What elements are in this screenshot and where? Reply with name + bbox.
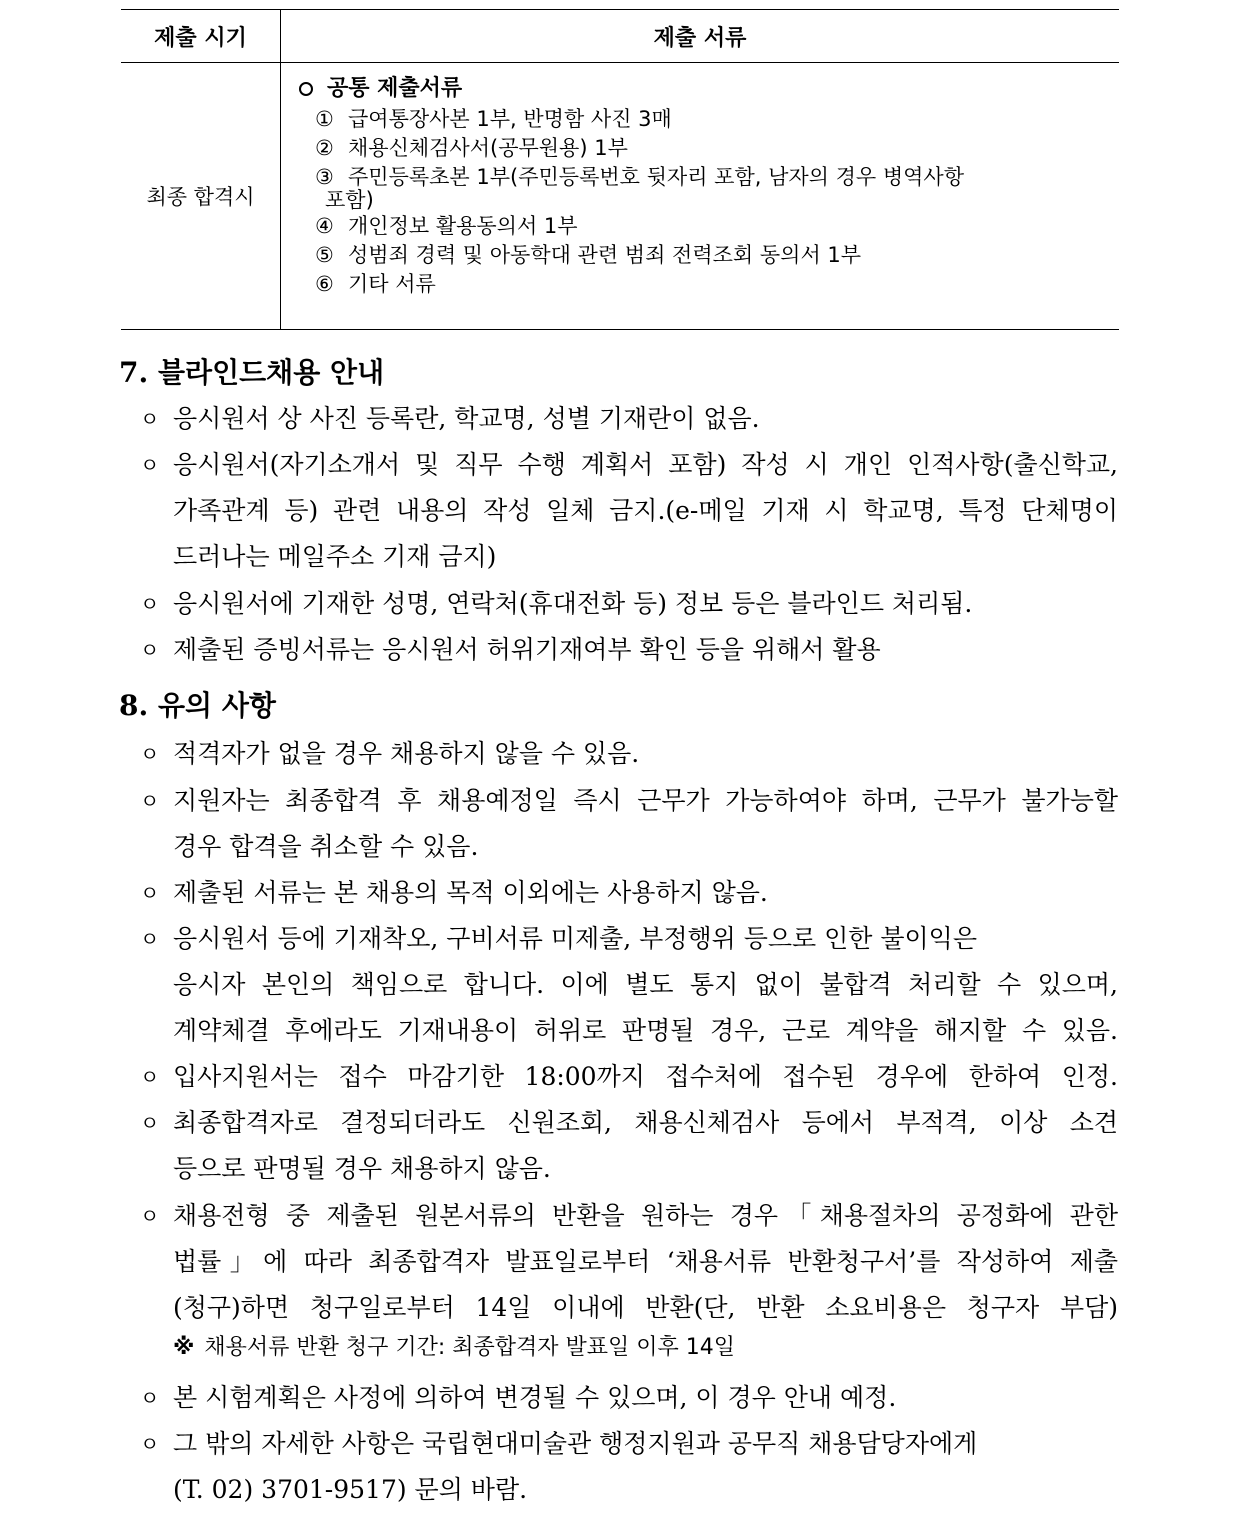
list-item-line: 등으로 판명될 경우 채용하지 않음. — [173, 1154, 551, 1183]
list-item-line: 그 밖의 자세한 사항은 국립현대미술관 행정지원과 공무직 채용담당자에게 — [173, 1429, 978, 1458]
bullet-icon: ㅇ — [140, 1111, 160, 1135]
document-item — [297, 105, 1119, 134]
bullet-icon: ㅇ — [140, 742, 160, 766]
list-item-line: 응시원서(자기소개서 및 직무 수행 계획서 포함) 작성 시 개인 인적사항(출신학교, — [173, 450, 1118, 479]
list-item-line: 응시원서 등에 기재착오, 구비서류 미제출, 부정행위 등으로 인한 불이익은 — [173, 924, 977, 953]
bullet-icon: ㅇ — [140, 1386, 160, 1410]
document-item — [297, 270, 1119, 299]
bullet-icon: ㅇ — [140, 453, 160, 477]
list-item-line: 제출된 서류는 본 채용의 목적 이외에는 사용하지 않음. — [173, 878, 768, 907]
list-item-line: 최종합격자로 결정되더라도 신원조회, 채용신체검사 등에서 부적격, 이상 소견 — [173, 1108, 1118, 1137]
bullet-icon: ㅇ — [140, 638, 160, 662]
note-line — [173, 1333, 735, 1363]
bullet-icon: ㅇ — [140, 1204, 160, 1228]
list-item-line: (청구)하면 청구일로부터 14일 이내에 반환(단, 반환 소요비용은 청구자 부담) — [173, 1293, 1118, 1322]
list-item-line: 응시원서에 기재한 성명, 연락처(휴대전화 등) 정보 등은 블라인드 처리됨. — [173, 589, 973, 618]
reference-mark-icon: ※ — [173, 1335, 195, 1360]
submission-table — [121, 9, 1119, 330]
circle-bullet-icon — [299, 82, 313, 96]
list-item-line: 채용전형 중 제출된 원본서류의 반환을 원하는 경우「채용절차의 공정화에 관한 — [173, 1201, 1118, 1230]
list-item-line: 계약체결 후에라도 기재내용이 허위로 판명될 경우, 근로 계약을 해지할 수 있음. — [173, 1016, 1118, 1045]
bullet-icon: ㅇ — [140, 407, 160, 431]
bullet-icon: ㅇ — [140, 1065, 160, 1089]
section-title: 7. 블라인드채용 안내 — [119, 356, 385, 389]
item-text: 채용신체검사서(공무원용) 1부 — [348, 136, 628, 160]
bullet-icon: ㅇ — [140, 789, 160, 813]
item-number: ② — [315, 136, 334, 160]
note-text: 채용서류 반환 청구 기간: 최종합격자 발표일 이후 14일 — [204, 1335, 736, 1360]
table-row — [121, 63, 1119, 330]
list-item-line: 드러나는 메일주소 기재 금지) — [173, 542, 497, 571]
list-item-line: 응시원서 상 사진 등록란, 학교명, 성별 기재란이 없음. — [173, 404, 760, 433]
list-item-line: 응시자 본인의 책임으로 합니다. 이에 별도 통지 없이 불합격 처리할 수 있으며, — [173, 970, 1118, 999]
bullet-icon: ㅇ — [140, 881, 160, 905]
header-submit-time: 제출 시기 — [121, 10, 281, 63]
item-text: 포함) — [325, 188, 374, 212]
item-number: ① — [315, 107, 334, 131]
document-item — [297, 241, 1119, 270]
list-item-line: 법률」에 따라 최종합격자 발표일로부터 ‘채용서류 반환청구서’를 작성하여 제출 — [173, 1247, 1118, 1276]
list-item-line: 제출된 증빙서류는 응시원서 허위기재여부 확인 등을 위해서 활용 — [173, 635, 881, 664]
item-text: 주민등록초본 1부(주민등록번호 뒷자리 포함, 남자의 경우 병역사항 — [348, 165, 965, 189]
document-item — [297, 212, 1119, 241]
item-text: 급여통장사본 1부, 반명함 사진 3매 — [348, 107, 672, 131]
list-item-line: 본 시험계획은 사정에 의하여 변경될 수 있으며, 이 경우 안내 예정. — [173, 1383, 897, 1412]
bullet-icon: ㅇ — [140, 1432, 160, 1456]
list-item-line: 입사지원서는 접수 마감기한 18:00까지 접수처에 접수된 경우에 한하여 인정. — [173, 1062, 1118, 1091]
item-number: ⑥ — [315, 272, 334, 296]
document-group-title: 공통 제출서류 — [327, 76, 463, 101]
item-number: ⑤ — [315, 243, 334, 267]
list-item-line: 지원자는 최종합격 후 채용예정일 즉시 근무가 가능하여야 하며, 근무가 불가능할 — [173, 786, 1118, 815]
bullet-icon: ㅇ — [140, 927, 160, 951]
list-item-line: 가족관계 등) 관련 내용의 작성 일체 금지.(e-메일 기재 시 학교명, 특정 단체명이 — [173, 496, 1118, 525]
list-item-line: 경우 합격을 취소할 수 있음. — [173, 832, 479, 861]
table-header-row — [121, 10, 1119, 63]
item-number: ④ — [315, 214, 334, 238]
bullet-icon: ㅇ — [140, 592, 160, 616]
item-number: ③ — [315, 165, 334, 189]
documents-cell — [281, 63, 1120, 330]
document-item — [297, 134, 1119, 163]
section-title: 8. 유의 사항 — [119, 689, 276, 722]
item-text: 기타 서류 — [348, 272, 436, 296]
document-group — [297, 73, 1119, 105]
list-item-line: (T. 02) 3701-9517) 문의 바람. — [173, 1475, 528, 1504]
list-item-line: 적격자가 없을 경우 채용하지 않을 수 있음. — [173, 739, 640, 768]
item-text: 개인정보 활용동의서 1부 — [348, 214, 578, 238]
submit-time-cell: 최종 합격시 — [121, 63, 281, 330]
item-text: 성범죄 경력 및 아동학대 관련 범죄 전력조회 동의서 1부 — [348, 243, 862, 267]
header-submit-documents: 제출 서류 — [281, 10, 1120, 63]
